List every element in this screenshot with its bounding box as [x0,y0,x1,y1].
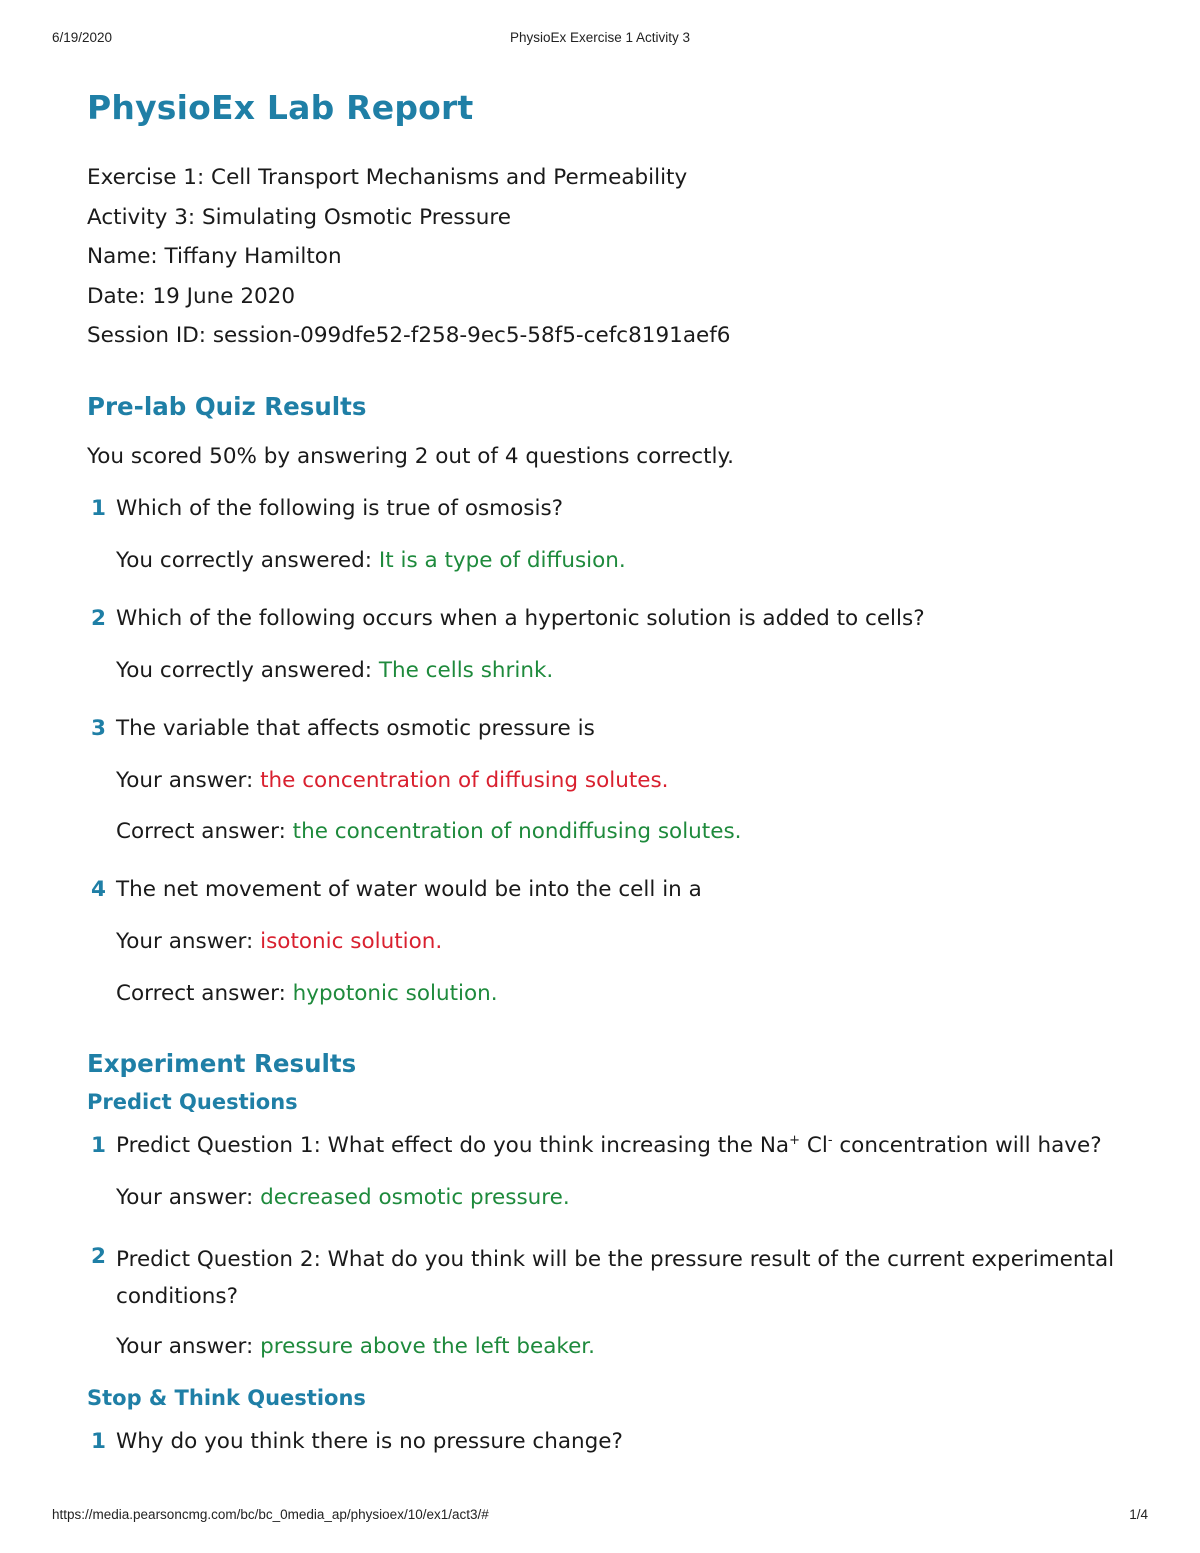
date-line: Date: 19 June 2020 [87,283,296,309]
correct-answer-label: Correct answer: [116,980,286,1006]
correct-answer: The cells shrink. [378,657,554,683]
correct-answer-line [116,978,1147,1010]
name-line: Name: Tiffany Hamilton [87,244,342,269]
predict-heading: Predict Questions [87,1089,298,1114]
correct-answer-label: Correct answer: [116,818,286,844]
your-answer-label: Your answer: [116,928,254,954]
your-answer-line [116,1331,1147,1363]
question-number: 1 [91,1132,106,1158]
page-number: 1/4 [1129,1507,1148,1522]
your-answer-line [116,926,1147,958]
quiz-score-summary: You scored 50% by answering 2 out of 4 questions correctly. [87,443,735,469]
correct-answer: the concentration of nondiffusing solutes. [292,818,742,844]
activity-line: Activity 3: Simulating Osmotic Pressure [87,204,511,230]
your-answer: decreased osmotic pressure. [260,1184,570,1210]
your-answer-label: Your answer: [116,1333,254,1359]
stop-think-question-1 [87,1426,1147,1458]
stop-think-heading: Stop & Think Questions [87,1385,366,1410]
incorrect-answer: isotonic solution. [260,928,443,954]
correct-answer: It is a type of diffusion. [378,547,626,573]
session-id-line: Session ID: session-099dfe52-f258-9ec5-58f5-cefc8191aef6 [87,323,731,348]
question-text-c: concentration will have? [832,1132,1102,1158]
page-title: PhysioEx Lab Report [87,88,474,127]
question-number: 4 [91,876,106,902]
question-text: The net movement of water would be into the cell in a [116,876,702,902]
question-number: 2 [91,605,106,631]
print-title: PhysioEx Exercise 1 Activity 3 [509,30,691,45]
your-answer: pressure above the left beaker. [260,1333,596,1359]
exercise-line: Exercise 1: Cell Transport Mechanisms and Permeability [87,165,688,190]
print-footer [52,1507,1148,1527]
quiz-question-4 [87,874,1147,1010]
print-header [52,30,1148,50]
incorrect-answer: the concentration of diffusing solutes. [260,767,669,793]
question-text: Why do you think there is no pressure change? [116,1428,623,1454]
predict-question-1 [87,1130,1147,1214]
your-answer-label: Your answer: [116,767,254,793]
correct-answer: hypotonic solution. [292,980,498,1006]
question-number: 1 [91,495,106,521]
your-answer-label: Your answer: [116,1184,254,1210]
question-text-a: Predict Question 1: What effect do you think increasing the Na [116,1132,790,1158]
answer-label: You correctly answered: [116,657,373,683]
print-url: https://media.pearsoncmg.com/bc/bc_0media_ap/physioex/10/ex1/act3/# [52,1507,489,1522]
report-info [87,158,1147,356]
your-answer-line [116,765,1147,797]
prelab-heading: Pre-lab Quiz Results [87,391,367,421]
question-text: The variable that affects osmotic pressure is [116,715,595,741]
superscript-minus: - [827,1132,833,1148]
quiz-question-1 [87,493,1147,577]
question-text-b: Cl [800,1132,828,1158]
question-number: 2 [91,1243,106,1269]
experiment-heading: Experiment Results [87,1048,357,1078]
answer-line [116,655,1147,687]
answer-label: You correctly answered: [116,547,373,573]
predict-question-2 [87,1241,1147,1363]
quiz-question-2 [87,603,1147,687]
superscript-plus: + [789,1132,800,1148]
question-number: 1 [91,1428,106,1454]
question-text: Predict Question 2: What do you think will be the pressure result of the current experimental conditions? [116,1246,1115,1309]
question-text [116,1130,1147,1162]
question-text: Which of the following occurs when a hypertonic solution is added to cells? [116,605,925,631]
answer-line [116,545,1147,577]
quiz-question-3 [87,713,1147,848]
question-text: Which of the following is true of osmosis? [116,495,564,521]
your-answer-line [116,1182,1147,1214]
correct-answer-line [116,816,1147,848]
print-date: 6/19/2020 [52,30,113,45]
report-content [87,86,1147,1458]
question-number: 3 [91,715,106,741]
